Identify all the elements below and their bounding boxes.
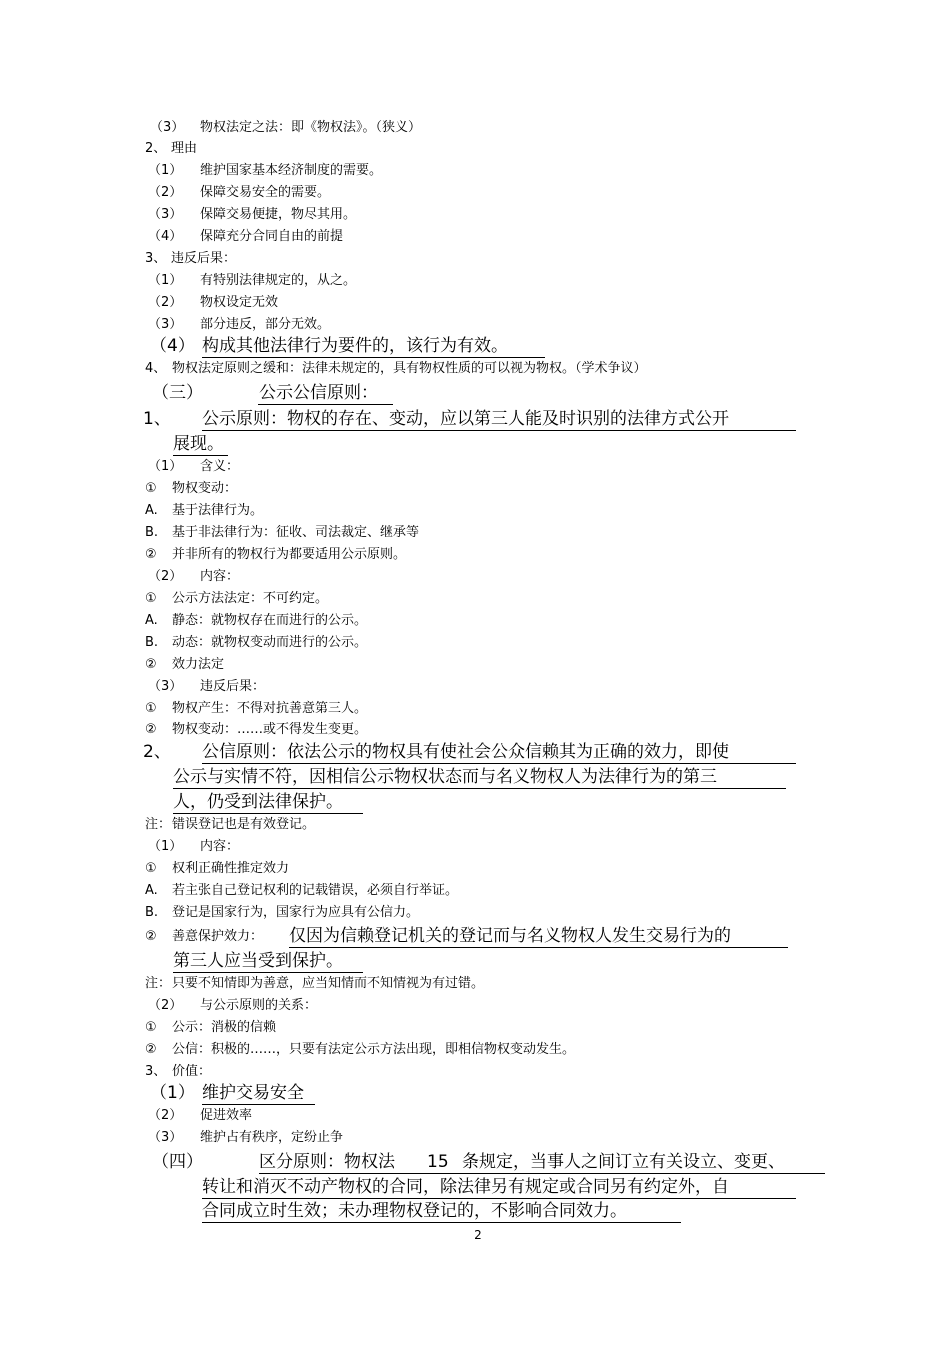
- underline-rule: [202, 763, 796, 764]
- list-marker: ①: [145, 701, 157, 716]
- list-marker: （2）: [148, 998, 183, 1013]
- list-marker: ①: [145, 1020, 157, 1035]
- underline-rule: [259, 1173, 825, 1174]
- line-text: 人，仍受到法律保护。: [173, 792, 343, 812]
- list-marker: B.: [145, 905, 159, 920]
- line-text: 登记是国家行为，国家行为应具有公信力。: [172, 905, 420, 920]
- list-marker: （1）: [148, 163, 183, 178]
- list-marker: （2）: [148, 295, 183, 310]
- list-marker: （3）: [148, 679, 183, 694]
- note-marker: 注：: [145, 976, 172, 991]
- underline-rule: [289, 947, 788, 948]
- list-marker: （1）: [148, 273, 183, 288]
- list-marker: ②: [145, 547, 157, 562]
- list-marker: B.: [145, 525, 159, 540]
- line-text: 维护占有秩序，定纷止争: [200, 1130, 344, 1145]
- list-marker: （1）: [148, 839, 183, 854]
- line-text: 公信：积极的……，只要有法定公示方法出现，即相信物权变动发生。: [172, 1042, 576, 1057]
- line-text: 公示原则：物权的存在、变动，应以第三人能及时识别的法律方式公开: [202, 409, 729, 429]
- line-text: 物权法定原则之缓和：法律未规定的，具有物权性质的可以视为物权。（学术争议）: [172, 361, 647, 376]
- line-text: 物权变动：……或不得发生变更。: [172, 722, 368, 737]
- list-marker: 2、: [145, 141, 167, 156]
- line-text: 错误登记也是有效登记。: [172, 817, 316, 832]
- line-text: 含义：: [200, 459, 240, 474]
- list-marker: B.: [145, 635, 159, 650]
- line-text: 公信原则：依法公示的物权具有使社会公众信赖其为正确的效力，即使: [202, 742, 729, 762]
- line-text: 静态：就物权存在而进行的公示。: [172, 613, 368, 628]
- underline-rule: [202, 1222, 681, 1223]
- list-marker: 3、: [145, 1064, 167, 1079]
- list-marker: 2、: [143, 742, 171, 762]
- line-text: 善意保护效力：: [172, 929, 264, 944]
- line-text: 公示与实情不符，因相信公示物权状态而与名义物权人为法律行为的第三: [173, 767, 717, 787]
- section-marker: （三）: [152, 383, 203, 403]
- line-text: 基于法律行为。: [172, 503, 264, 518]
- line-text: 部分违反，部分无效。: [200, 317, 331, 332]
- list-marker: （4）: [148, 229, 183, 244]
- underline-rule: [202, 430, 796, 431]
- line-text: 仅因为信赖登记机关的登记而与名义物权人发生交易行为的: [289, 926, 731, 946]
- list-marker: ①: [145, 861, 157, 876]
- line-text: 违反后果：: [171, 251, 237, 266]
- line-text: 内容：: [200, 839, 240, 854]
- list-marker: （2）: [148, 569, 183, 584]
- heading-text: 公示公信原则：: [259, 383, 378, 403]
- list-marker: ①: [145, 481, 157, 496]
- underline-rule: [202, 1198, 796, 1199]
- line-text: 保障充分合同自由的前提: [200, 229, 344, 244]
- line-text: 第三人应当受到保护。: [173, 951, 343, 971]
- line-text: 与公示原则的关系：: [200, 998, 318, 1013]
- list-marker: 1、: [143, 409, 171, 429]
- list-marker: A.: [145, 613, 158, 628]
- line-text: 物权变动：: [172, 481, 238, 496]
- line-text: 基于非法律行为：征收、司法裁定、继承等: [172, 525, 420, 540]
- underline-rule: [202, 1104, 315, 1105]
- list-marker: （3）: [148, 1130, 183, 1145]
- line-text: 维护交易安全: [202, 1083, 304, 1103]
- list-marker: （2）: [148, 185, 183, 200]
- underline-rule: [173, 455, 228, 456]
- list-marker: 3、: [145, 251, 167, 266]
- line-text: 促进效率: [200, 1108, 253, 1123]
- line-text: 若主张自己登记权利的记载错误，必须自行举证。: [172, 883, 459, 898]
- line-text: 物权设定无效: [200, 295, 279, 310]
- list-marker: （3）: [150, 120, 185, 135]
- article-number: 15: [427, 1152, 449, 1172]
- section-marker: （四）: [152, 1152, 203, 1172]
- line-text: 构成其他法律行为要件的，该行为有效。: [202, 336, 508, 356]
- line-text: 内容：: [200, 569, 240, 584]
- note-marker: 注：: [145, 817, 172, 832]
- line-text: 保障交易便捷，物尽其用。: [200, 207, 357, 222]
- list-marker: （4）: [150, 336, 195, 356]
- line-text: 有特别法律规定的，从之。: [200, 273, 357, 288]
- underline-rule: [173, 972, 363, 973]
- line-text: 转让和消灭不动产物权的合同，除法律另有规定或合同另有约定外，自: [202, 1177, 729, 1197]
- line-text: 公示方法法定：不可约定。: [172, 591, 329, 606]
- list-marker: （1）: [148, 459, 183, 474]
- line-text: 违反后果：: [200, 679, 266, 694]
- list-marker: ②: [145, 657, 157, 672]
- underline-rule: [173, 788, 786, 789]
- list-marker: （1）: [150, 1083, 195, 1103]
- list-marker: ①: [145, 591, 157, 606]
- list-marker: （3）: [148, 317, 183, 332]
- list-marker: （2）: [148, 1108, 183, 1123]
- page-number: 2: [474, 1228, 482, 1242]
- underline-rule: [258, 404, 393, 405]
- line-text: 价值：: [172, 1064, 212, 1079]
- line-text: 并非所有的物权行为都要适用公示原则。: [172, 547, 407, 562]
- line-text: 效力法定: [172, 657, 225, 672]
- list-marker: ②: [145, 1042, 157, 1057]
- heading-text: 条规定，当事人之间订立有关设立、变更、: [462, 1152, 785, 1172]
- list-marker: A.: [145, 503, 158, 518]
- line-text: 只要不知情即为善意，应当知情而不知情视为有过错。: [172, 976, 485, 991]
- line-text: 合同成立时生效；未办理物权登记的，不影响合同效力。: [202, 1201, 627, 1221]
- line-text: 物权产生：不得对抗善意第三人。: [172, 701, 368, 716]
- line-text: 公示：消极的信赖: [172, 1020, 277, 1035]
- line-text: 展现。: [173, 434, 224, 454]
- line-text: 保障交易安全的需要。: [200, 185, 331, 200]
- heading-text: 区分原则：物权法: [259, 1152, 395, 1172]
- line-text: 理由: [171, 141, 198, 156]
- line-text: 动态：就物权变动而进行的公示。: [172, 635, 368, 650]
- list-marker: ②: [145, 929, 157, 944]
- underline-rule: [202, 357, 545, 358]
- line-text: 权利正确性推定效力: [172, 861, 290, 876]
- list-marker: ②: [145, 722, 157, 737]
- list-marker: （3）: [148, 207, 183, 222]
- line-text: 维护国家基本经济制度的需要。: [200, 163, 383, 178]
- list-marker: 4、: [145, 361, 167, 376]
- list-marker: A.: [145, 883, 158, 898]
- underline-rule: [173, 813, 363, 814]
- line-text: 物权法定之法：即《物权法》。（狭义）: [200, 120, 422, 135]
